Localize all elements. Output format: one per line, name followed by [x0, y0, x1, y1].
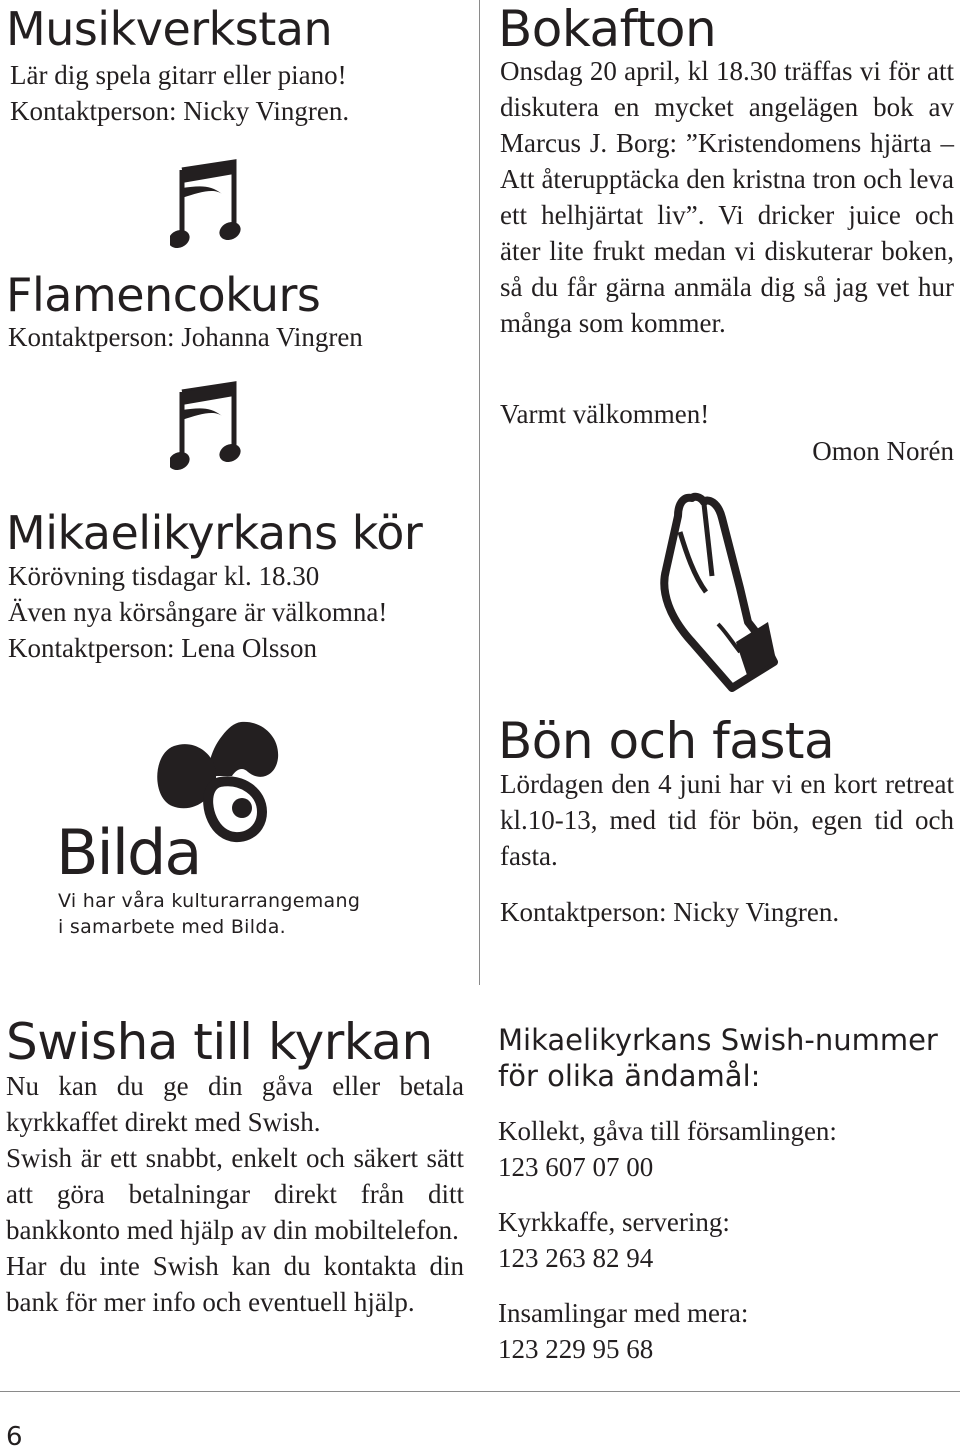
swish-entry-label: Kyrkkaffe, servering:: [498, 1207, 730, 1237]
swish-entry-number: 123 229 95 68: [498, 1334, 654, 1364]
choir-text: [8, 558, 468, 666]
bon-paragraph: Lördagen den 4 juni har vi en kort retreat kl.10-13, med tid för bön, egen tid och fasta.: [500, 769, 954, 871]
bokafton-paragraph: Onsdag 20 april, kl 18.30 träffas vi för att diskutera en mycket angelägen bok av Marcus J. Borg: ”Kristendomens hjärta – Att återupptäcka den kristna tron och leva ett helhjärtat liv”. Vi dricker juice och äter lite frukt medan vi diskuterar boken, så du får gärna anmäla dig så jag vet hur många som kommer.: [500, 56, 954, 338]
bokafton-welcome: Varmt välkommen!: [500, 399, 710, 429]
bilda-caption: [58, 888, 360, 940]
bokafton-signature: Omon Norén: [812, 436, 954, 466]
flamenco-title: Flamencokurs: [6, 268, 321, 322]
swish-entry-number: 123 607 07 00: [498, 1152, 654, 1182]
swish-numbers-title: [498, 1022, 938, 1094]
choir-title: Mikaelikyrkans kör: [6, 506, 423, 560]
music-note-icon: [170, 158, 242, 254]
column-divider: [479, 0, 480, 985]
swish-numbers-title-line: för olika ändamål:: [498, 1059, 761, 1093]
musikverkstan-text: [10, 57, 470, 129]
bon-title: Bön och fasta: [498, 712, 835, 770]
swish-title: Swisha till kyrkan: [6, 1013, 433, 1071]
swish-entry-label: Insamlingar med mera:: [498, 1298, 749, 1328]
swish-entry: [498, 1295, 748, 1367]
swish-paragraph: Har du inte Swish kan du kontakta din bank för mer info och eventuell hjälp.: [6, 1251, 464, 1317]
bilda-logo: [56, 716, 306, 881]
swish-entry-label: Kollekt, gåva till församlingen:: [498, 1116, 837, 1146]
musikverkstan-title: Musikverkstan: [6, 2, 333, 56]
praying-hands-icon: [652, 492, 778, 694]
choir-line: Körövning tisdagar kl. 18.30: [8, 561, 320, 591]
musikverkstan-line: Lär dig spela gitarr eller piano!: [10, 60, 347, 90]
swish-entry: [498, 1113, 837, 1185]
swish-paragraph: Swish är ett snabbt, enkelt och säkert sätt att göra betalningar direkt från ditt bankkonto med hjälp av din mobiltelefon.: [6, 1143, 464, 1245]
swish-numbers-title-line: Mikaelikyrkans Swish-nummer: [498, 1023, 938, 1057]
musikverkstan-contact: Kontaktperson: Nicky Vingren.: [10, 96, 350, 126]
bilda-caption-line: i samarbete med Bilda.: [58, 916, 286, 938]
bilda-caption-line: Vi har våra kulturarrangemang: [58, 890, 361, 912]
music-note-icon: [170, 380, 242, 476]
swish-entry-number: 123 263 82 94: [498, 1243, 654, 1273]
page-number: 6: [6, 1422, 23, 1452]
swish-entry: [498, 1204, 730, 1276]
bilda-wordmark: Bilda: [56, 816, 201, 881]
bon-contact: Kontaktperson: Nicky Vingren.: [500, 897, 840, 927]
swish-paragraph: Nu kan du ge din gåva eller betala kyrkkaffet direkt med Swish.: [6, 1071, 464, 1137]
choir-line: Även nya körsångare är välkomna!: [8, 597, 388, 627]
swish-text: [6, 1068, 464, 1320]
bokafton-title: Bokafton: [498, 0, 717, 58]
choir-contact: Kontaktperson: Lena Olsson: [8, 633, 317, 663]
footer-divider: [0, 1391, 960, 1392]
flamenco-contact: Kontaktperson: Johanna Vingren: [8, 322, 363, 352]
